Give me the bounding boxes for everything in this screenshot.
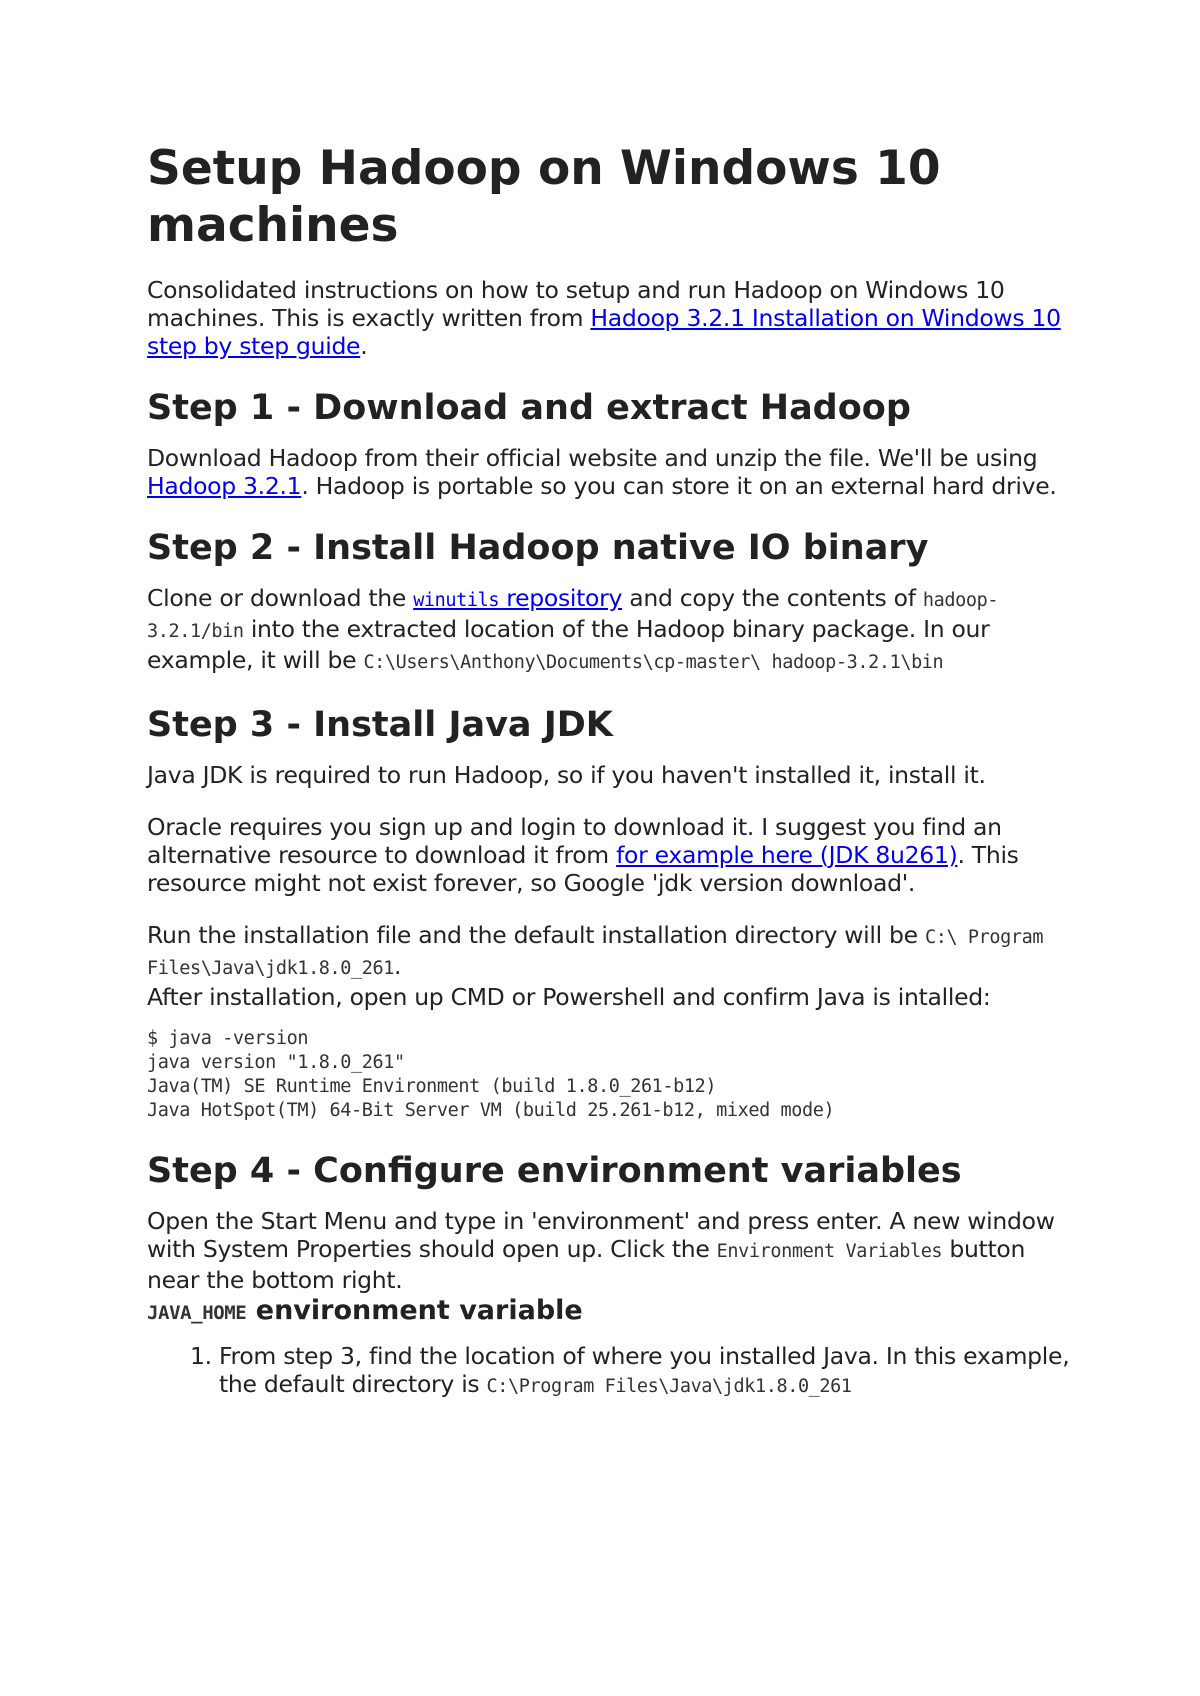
step1-heading: Step 1 - Download and extract Hadoop: [147, 388, 911, 428]
step3-paragraph-3: Run the installation file and the default installation directory will be C:\ Program Files\Java\jdk1.8.0_261.: [147, 921, 1044, 980]
guide-link[interactable]: Hadoop 3.2.1 Installation on Windows 10 step by step guide: [147, 304, 1061, 360]
page-title: Setup Hadoop on Windows 10 machines: [147, 141, 941, 253]
step4-heading: Step 4 - Configure environment variables: [147, 1151, 962, 1191]
step3-paragraph-4: After installation, open up CMD or Powershell and confirm Java is intalled:: [147, 983, 991, 1011]
step2-heading: Step 2 - Install Hadoop native IO binary: [147, 528, 929, 568]
hadoop-download-link[interactable]: Hadoop 3.2.1: [147, 472, 302, 500]
step2-paragraph: Clone or download the winutils repository and copy the contents of hadoop-3.2.1/bin into the extracted location of the Hadoop binary package. In our example, it will be C:\Users\Anthony\Documents\cp-master\ hadoop-3.2.1\bin: [147, 584, 999, 674]
intro-paragraph: Consolidated instructions on how to setup and run Hadoop on Windows 10 machines. This is exactly written from Hadoop 3.2.1 Installation on Windows 10 step by step guide.: [147, 276, 1061, 360]
step4-paragraph: Open the Start Menu and type in 'environment' and press enter. A new window with System Properties should open up. Click the Environment Variables button near the bottom right.: [147, 1207, 1055, 1294]
step3-paragraph-1: Java JDK is required to run Hadoop, so if you haven't installed it, install it.: [147, 761, 986, 789]
step3-paragraph-2: Oracle requires you sign up and login to download it. I suggest you find an alternative resource to download it from for example here (JDK 8u261). This resource might not exist forever, so Google 'jdk version download'.: [147, 813, 1019, 897]
list-item: 1. From step 3, find the location of where you installed Java. In this example, the default directory is C:\Program Files\Java\jdk1.8.0_261: [219, 1342, 1072, 1401]
java-home-subheading: JAVA_HOME environment variable: [147, 1295, 583, 1326]
java-home-steps-list: [147, 1342, 1072, 1401]
winutils-repository-link[interactable]: winutils repository: [413, 584, 623, 612]
step1-paragraph: Download Hadoop from their official website and unzip the file. We'll be using Hadoop 3.2.1. Hadoop is portable so you can store it on an external hard drive.: [147, 444, 1057, 500]
step3-heading: Step 3 - Install Java JDK: [147, 705, 613, 745]
jdk-download-link[interactable]: for example here (JDK 8u261): [616, 841, 958, 869]
java-version-code-block: $ java -version java version "1.8.0_261" Java(TM) SE Runtime Environment (build 1.8.0_261-b12) Java HotSpot(TM) 64-Bit Server VM (build 25.261-b12, mixed mode): [147, 1028, 835, 1121]
document-page: [147, 140, 1072, 1401]
